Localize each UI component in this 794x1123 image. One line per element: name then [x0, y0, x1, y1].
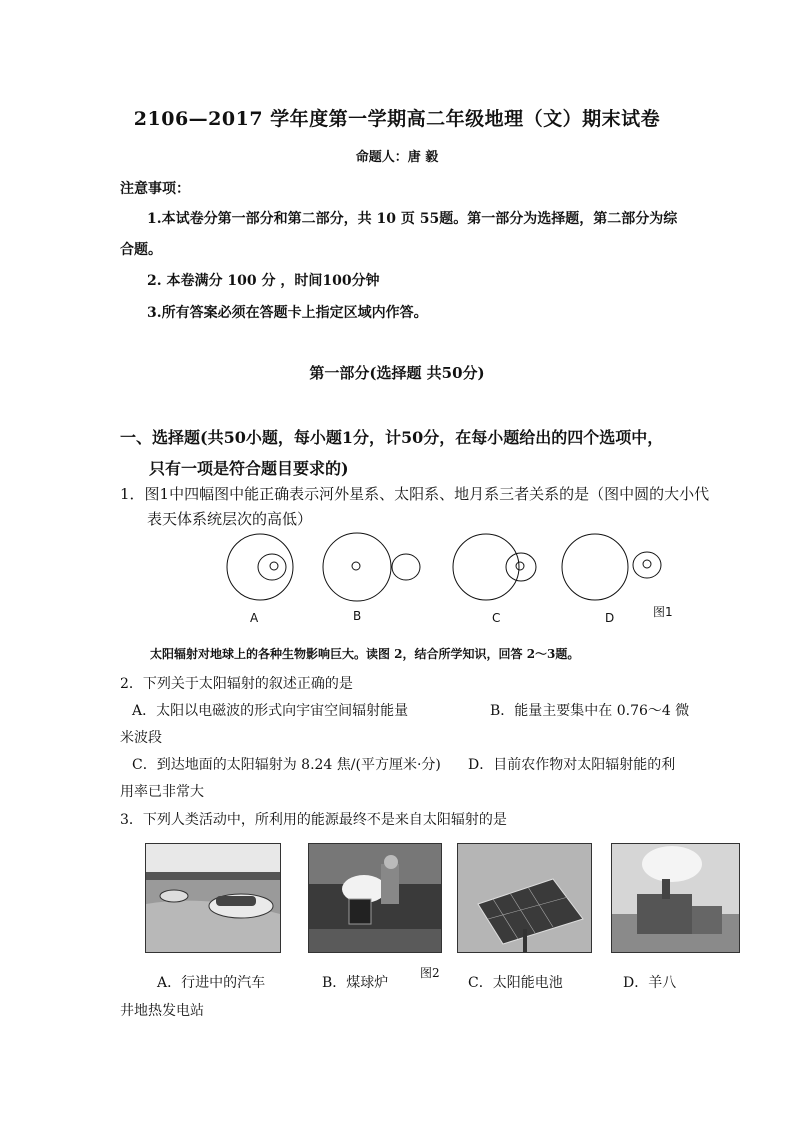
- option-d-side-circle: [633, 552, 661, 578]
- option-a-outer-circle: [227, 534, 293, 600]
- photo-coal-stove: [308, 843, 442, 953]
- photo-solar-panel: [457, 843, 592, 953]
- q2-stem: 2．下列关于太阳辐射的叙述正确的是: [120, 676, 353, 692]
- option-b-label: B: [353, 609, 362, 623]
- q2-option-b-cont: 米波段: [120, 730, 162, 746]
- photo-geothermal-plant: [611, 843, 740, 953]
- figure-1-diagram: [220, 530, 690, 630]
- q2-option-c: C．到达地面的太阳辐射为 8.24 焦/(平方厘米·分): [132, 757, 441, 773]
- q3-option-d: D．羊八: [623, 975, 677, 991]
- option-d-outer-circle: [562, 534, 628, 600]
- option-b-side-circle: [392, 554, 420, 580]
- q2-option-d-cont: 用率已非常大: [120, 784, 204, 800]
- q1-stem-cont: 表天体系统层次的高低）: [147, 510, 313, 528]
- option-c-inner-circle: [516, 562, 524, 570]
- option-b-inner-circle: [352, 562, 360, 570]
- option-c-side-circle: [506, 553, 536, 581]
- notes-heading: 注意事项：: [120, 181, 190, 197]
- q3-option-c: C．太阳能电池: [468, 975, 563, 991]
- notes-item-2: 2. 本卷满分 100 分 ，时间100分钟: [147, 273, 380, 289]
- q2-option-a: A．太阳以电磁波的形式向宇宙空间辐射能量: [132, 703, 409, 719]
- part1-heading: 第一部分(选择题 共50分): [309, 364, 485, 382]
- author-line: 命题人：唐 毅: [355, 150, 439, 165]
- q2-option-d: D．目前农作物对太阳辐射能的利: [468, 757, 676, 773]
- q3-option-d-cont: 井地热发电站: [120, 1003, 204, 1019]
- q2-3-intro: 太阳辐射对地球上的各种生物影响巨大。读图 2，结合所学知识，回答 2～3题。: [150, 647, 580, 661]
- option-d-inner-circle: [643, 560, 651, 568]
- option-c-outer-circle: [453, 534, 519, 600]
- option-a-middle-circle: [258, 554, 286, 580]
- notes-item-1: 1.本试卷分第一部分和第二部分，共 10 页 55题。第一部分为选择题，第二部分为综: [147, 211, 678, 227]
- notes-item-1-cont: 合题。: [120, 242, 162, 258]
- figure-2-label: 图2: [420, 966, 440, 980]
- figure-1-label: 图1: [653, 605, 673, 619]
- photo-moving-car: [145, 843, 281, 953]
- section-heading: 一、选择题(共50小题，每小题1分，计50分，在每小题给出的四个选项中，: [120, 428, 664, 447]
- q3-option-b: B．煤球炉: [322, 975, 389, 991]
- exam-title: 2106—2017 学年度第一学期高二年级地理（文）期末试卷: [133, 108, 661, 130]
- notes-item-3: 3.所有答案必须在答题卡上指定区域内作答。: [147, 305, 428, 321]
- section-heading-cont: 只有一项是符合题目要求的): [149, 459, 349, 478]
- option-a-label: A: [250, 611, 259, 625]
- option-c-label: C: [492, 611, 501, 625]
- q3-stem: 3．下列人类活动中，所利用的能源最终不是来自太阳辐射的是: [120, 812, 507, 828]
- q2-option-b: B．能量主要集中在 0.76～4 微: [490, 703, 690, 719]
- option-b-outer-circle: [323, 533, 391, 601]
- option-d-label: D: [605, 611, 615, 625]
- option-a-inner-circle: [270, 562, 278, 570]
- q1-stem: 1．图1中四幅图中能正确表示河外星系、太阳系、地月系三者关系的是（图中圆的大小代: [120, 485, 710, 503]
- q3-option-a: A．行进中的汽车: [157, 975, 266, 991]
